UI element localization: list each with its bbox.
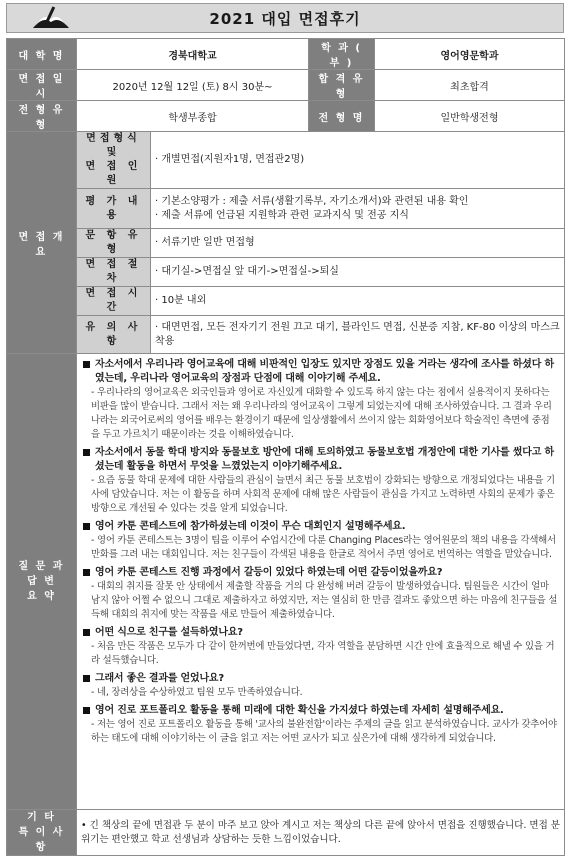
square-bullet-icon <box>83 629 90 636</box>
admission-value: 학생부종합 <box>77 101 309 132</box>
qa-section-label: 질 문 과 답 변 요 약 <box>7 354 77 810</box>
square-bullet-icon <box>83 523 90 530</box>
answer: - 영어 카툰 콘테스트는 3명이 팀을 이루어 수업시간에 다룬 Changing Places라는 영어원문의 책의 내용을 각색해서 만화를 그려 내는 대회입니다. 저는 친구들이 각색된 내용을 한글로 적어서 주면 영어로 번역하는 역할을 맡았습니다. <box>91 535 556 560</box>
university-label: 대 학 명 <box>7 39 77 70</box>
square-bullet-icon <box>83 707 90 714</box>
track-value: 일반학생전형 <box>375 101 565 132</box>
answer: - 우리나라의 영어교육은 외국인들과 영어로 자신있게 대화할 수 있도록 하지 않는 다는 점에서 실용적이지 못하다는 비판을 많이 받습니다. 그래서 저는 왜 우리나라의 영어교육이 그렇게 되었는지에 대해 조사하였습니다. 그 결과 우리나라는 외국어로써의 영어를 배우는 환경이기 때문에 일상생활에서 쓰이지 않는 회화영어보다 학술적인 측면에 중점을 두고 가르치기 때문이라는 것을 이해하였습니다. <box>91 387 552 440</box>
question: 영어 진로 포트폴리오 활동을 통해 미래에 대한 확신을 가지셨다 하였는데 자세히 설명해주세요. <box>83 704 558 718</box>
overview-row-label: 유 의 사 항 <box>77 316 151 354</box>
overview-row-label: 면 접 절 차 <box>77 258 151 287</box>
question: 자소서에서 우리나라 영어교육에 대해 비판적인 입장도 있지만 장점도 있을 거라는 생각에 조사를 하셨다 하였는데, 우리나라 영어교육의 장점과 단점에 대해 이야기해 주세요. <box>83 358 558 386</box>
question: 영어 카툰 콘테스트에 참가하셨는데 이것이 무슨 대회인지 설명해주세요. <box>83 520 558 534</box>
datetime-label: 면 접 일 시 <box>7 70 77 101</box>
square-bullet-icon <box>83 449 90 456</box>
square-bullet-icon <box>83 569 90 576</box>
answer: - 저는 영어 진로 포트폴리오 활동을 통해 '교사의 불완전함'이라는 주제의 글을 읽고 분석하였습니다. 교사가 갖추어야 하는 태도에 대해 이야기하는 이 글을 읽고 저는 어떤 교사가 되고 싶은가에 대해 생각하게 되었습니다. <box>91 719 557 744</box>
answer: - 처음 만든 작품은 모두가 다 같이 한꺼번에 만들었다면, 각자 역할을 분담하면 시간 안에 효율적으로 해낼 수 있을 거라 설득했습니다. <box>91 641 555 666</box>
overview-row-value: · 개별면접(지원자1명, 면접관2명) <box>151 132 565 189</box>
page-title: 2021 대입 면접후기 <box>209 10 361 28</box>
answer: - 네, 장려상을 수상하였고 팀원 모두 만족하였습니다. <box>91 687 303 698</box>
overview-row-value: · 대면면접, 모든 전자기기 전원 끄고 대기, 블라인드 면접, 신분증 지참, KF-80 이상의 마스크 착용 <box>151 316 565 354</box>
datetime-value: 2020년 12월 12일 (토) 8시 30분~ <box>77 70 309 101</box>
qa-content <box>77 354 565 810</box>
question: 자소서에서 동물 학대 방지와 동물보호 방안에 대해 토의하였고 동물보호법 개정안에 대한 기사를 썼다고 하셨는데 활동을 하면서 무엇을 느꼈었는지 이야기해주세요. <box>83 446 558 474</box>
university-value: 경북대학교 <box>77 39 309 70</box>
admission-label: 전 형 유 형 <box>7 101 77 132</box>
overview-row-value: · 대기실->면접실 앞 대기->면접실->퇴실 <box>151 258 565 287</box>
overview-row-label: 면접형식 및 면 접 인 원 <box>77 132 151 189</box>
result-label: 합 격 유 형 <box>309 70 375 101</box>
result-value: 최초합격 <box>375 70 565 101</box>
answer: - 대회의 취지를 잘못 안 상태에서 제출할 작품을 거의 다 완성해 버려 갈등이 발생하였습니다. 팀원들은 시간이 얼마 남지 않아 어쩔 수 없으니 그대로 제출하자고 하였지만, 저는 열심히 한 만큼 결과도 좋았으면 하는 마음에 친구들을 설득해 대회의 취지에 맞는 작품을 새로 만들어 제출하였습니다. <box>91 581 558 620</box>
overview-section-label: 면 접 개 요 <box>7 132 77 354</box>
answer: - 요즘 동물 학대 문제에 대한 사람들의 관심이 늘면서 최근 동물 보호법이 강화되는 방향으로 개정되었다는 내용을 기사에 담았습니다. 저는 이 활동을 하며 사회적 문제에 대해 많은 사람들이 관심을 가지고 노력하면 사회의 문제가 좋은 방향으로 개선될 수 있다는 것을 알게 되었습니다. <box>91 475 555 514</box>
track-label: 전 형 명 <box>309 101 375 132</box>
department-label: 학 과 ( 부 ) <box>309 39 375 70</box>
overview-row-value: · 기본소양평가 : 제출 서류(생활기록부, 자기소개서)와 관련된 내용 확인 · 제출 서류에 언급된 지원학과 관련 교과지식 및 전공 지식 <box>151 189 565 229</box>
square-bullet-icon <box>83 675 90 682</box>
question: 영어 카툰 콘테스트 진행 과정에서 갈등이 있었다 하였는데 어떤 갈등이었을까요? <box>83 566 558 580</box>
overview-row-value: · 10분 내외 <box>151 287 565 316</box>
interview-table <box>6 38 565 856</box>
question: 그래서 좋은 결과를 얻었나요? <box>83 672 558 686</box>
overview-row-value: · 서류기반 일반 면접형 <box>151 229 565 258</box>
department-value: 영어영문학과 <box>375 39 565 70</box>
square-bullet-icon <box>83 361 90 368</box>
etc-note: • 긴 책상의 끝에 면접관 두 분이 마주 보고 앉아 계시고 저는 책상의 다른 끝에 앉아서 면접을 진행했습니다. 면접 분위기는 편안했고 학교 선생님과 상담하는 듯한 느낌이었습니다. <box>77 810 565 856</box>
question: 어떤 식으로 친구를 설득하였나요? <box>83 626 558 640</box>
overview-row-label: 문 항 유 형 <box>77 229 151 258</box>
title-banner <box>6 3 564 33</box>
etc-label: 기 타 특 이 사 항 <box>7 810 77 856</box>
overview-row-label: 면 접 시 간 <box>77 287 151 316</box>
overview-row-label: 평 가 내 용 <box>77 189 151 229</box>
